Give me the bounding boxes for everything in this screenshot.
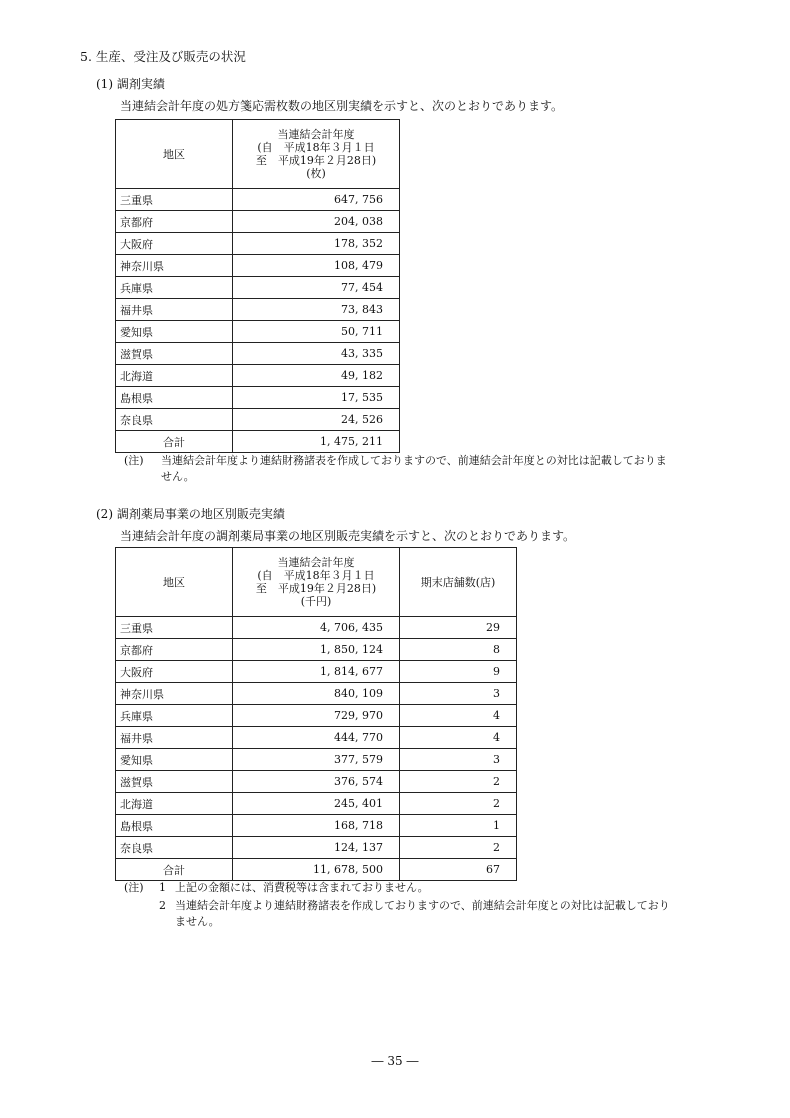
value-cell: 840, 109	[233, 683, 400, 705]
part2-note1: 上記の金額には、消費税等は含まれておりません。	[175, 881, 429, 894]
table-row	[116, 639, 517, 661]
total-stores: 67	[400, 859, 517, 881]
table-row	[116, 343, 400, 365]
total-value: 11, 678, 500	[233, 859, 400, 881]
table-row	[116, 387, 400, 409]
value-cell: 245, 401	[233, 793, 400, 815]
part1-heading: (1) 調剤実績	[96, 77, 165, 91]
region-cell: 福井県	[116, 299, 233, 321]
part1-note-line1: 当連結会計年度より連結財務諸表を作成しておりますので、前連結会計年度との対比は記載しておりま	[161, 454, 667, 467]
table-row	[116, 815, 517, 837]
value-cell: 444, 770	[233, 727, 400, 749]
value-cell: 43, 335	[233, 343, 400, 365]
col-region-header: 地区	[116, 548, 233, 617]
region-cell: 滋賀県	[116, 343, 233, 365]
part2-note-label: (注)	[124, 881, 144, 894]
value-cell: 376, 574	[233, 771, 400, 793]
value-cell: 108, 479	[233, 255, 400, 277]
table-row	[116, 705, 517, 727]
part2-note2-line2: ません。	[175, 915, 220, 928]
table-row	[116, 211, 400, 233]
stores-cell: 4	[400, 727, 517, 749]
part2-heading: (2) 調剤薬局事業の地区別販売実績	[96, 507, 285, 521]
region-cell: 愛知県	[116, 749, 233, 771]
value-cell: 77, 454	[233, 277, 400, 299]
region-cell: 大阪府	[116, 233, 233, 255]
sales-table	[115, 547, 517, 881]
section-title: 5. 生産、受注及び販売の状況	[80, 49, 246, 64]
total-row	[116, 859, 517, 881]
table-row	[116, 233, 400, 255]
region-cell: 京都府	[116, 639, 233, 661]
region-cell: 兵庫県	[116, 277, 233, 299]
part2-note1-num: 1	[159, 881, 166, 894]
region-cell: 神奈川県	[116, 255, 233, 277]
table-row	[116, 793, 517, 815]
region-cell: 三重県	[116, 189, 233, 211]
total-label: 合計	[116, 859, 233, 881]
region-cell: 島根県	[116, 387, 233, 409]
value-cell: 1, 850, 124	[233, 639, 400, 661]
sales-table-body	[116, 617, 517, 859]
stores-cell: 1	[400, 815, 517, 837]
stores-cell: 2	[400, 771, 517, 793]
stores-cell: 2	[400, 837, 517, 859]
stores-cell: 8	[400, 639, 517, 661]
stores-cell: 29	[400, 617, 517, 639]
table-row	[116, 727, 517, 749]
col-region-header: 地区	[116, 120, 233, 189]
value-cell: 24, 526	[233, 409, 400, 431]
prescription-table	[115, 119, 400, 453]
value-cell: 4, 706, 435	[233, 617, 400, 639]
region-cell: 福井県	[116, 727, 233, 749]
value-cell: 50, 711	[233, 321, 400, 343]
total-label: 合計	[116, 431, 233, 453]
region-cell: 兵庫県	[116, 705, 233, 727]
table-row	[116, 617, 517, 639]
value-cell: 377, 579	[233, 749, 400, 771]
region-cell: 大阪府	[116, 661, 233, 683]
region-cell: 北海道	[116, 365, 233, 387]
region-cell: 神奈川県	[116, 683, 233, 705]
region-cell: 滋賀県	[116, 771, 233, 793]
value-cell: 73, 843	[233, 299, 400, 321]
value-cell: 647, 756	[233, 189, 400, 211]
region-cell: 愛知県	[116, 321, 233, 343]
stores-cell: 2	[400, 793, 517, 815]
part1-lead: 当連結会計年度の処方箋応需枚数の地区別実績を示すと、次のとおりであります。	[120, 99, 564, 113]
value-cell: 204, 038	[233, 211, 400, 233]
table-row	[116, 189, 400, 211]
col-value-header: 当連結会計年度 (自 平成18年３月１日 至 平成19年２月28日) (枚)	[233, 120, 400, 189]
table-row	[116, 321, 400, 343]
table-row	[116, 749, 517, 771]
total-value: 1, 475, 211	[233, 431, 400, 453]
part1-note-line2: せん。	[161, 470, 195, 483]
table-row	[116, 255, 400, 277]
value-cell: 168, 718	[233, 815, 400, 837]
part2-note2-num: 2	[159, 899, 166, 912]
table-row	[116, 365, 400, 387]
stores-cell: 3	[400, 683, 517, 705]
table-row	[116, 661, 517, 683]
table-row	[116, 837, 517, 859]
total-row	[116, 431, 400, 453]
value-cell: 729, 970	[233, 705, 400, 727]
part2-note2-line1: 当連結会計年度より連結財務諸表を作成しておりますので、前連結会計年度との対比は記載しており	[175, 899, 670, 912]
col-value-header: 当連結会計年度 (自 平成18年３月１日 至 平成19年２月28日) (千円)	[233, 548, 400, 617]
table-row	[116, 277, 400, 299]
stores-cell: 9	[400, 661, 517, 683]
value-cell: 1, 814, 677	[233, 661, 400, 683]
col-stores-header: 期末店舗数(店)	[400, 548, 517, 617]
part1-note-label: (注)	[124, 454, 144, 467]
value-cell: 17, 535	[233, 387, 400, 409]
stores-cell: 4	[400, 705, 517, 727]
table-row	[116, 771, 517, 793]
table-row	[116, 409, 400, 431]
stores-cell: 3	[400, 749, 517, 771]
region-cell: 島根県	[116, 815, 233, 837]
value-cell: 124, 137	[233, 837, 400, 859]
region-cell: 京都府	[116, 211, 233, 233]
table-row	[116, 683, 517, 705]
region-cell: 奈良県	[116, 837, 233, 859]
table-row	[116, 299, 400, 321]
part2-lead: 当連結会計年度の調剤薬局事業の地区別販売実績を示すと、次のとおりであります。	[120, 529, 576, 543]
region-cell: 三重県	[116, 617, 233, 639]
region-cell: 北海道	[116, 793, 233, 815]
page-number: ― 35 ―	[371, 1054, 419, 1068]
value-cell: 178, 352	[233, 233, 400, 255]
region-cell: 奈良県	[116, 409, 233, 431]
value-cell: 49, 182	[233, 365, 400, 387]
prescription-table-body	[116, 189, 400, 431]
